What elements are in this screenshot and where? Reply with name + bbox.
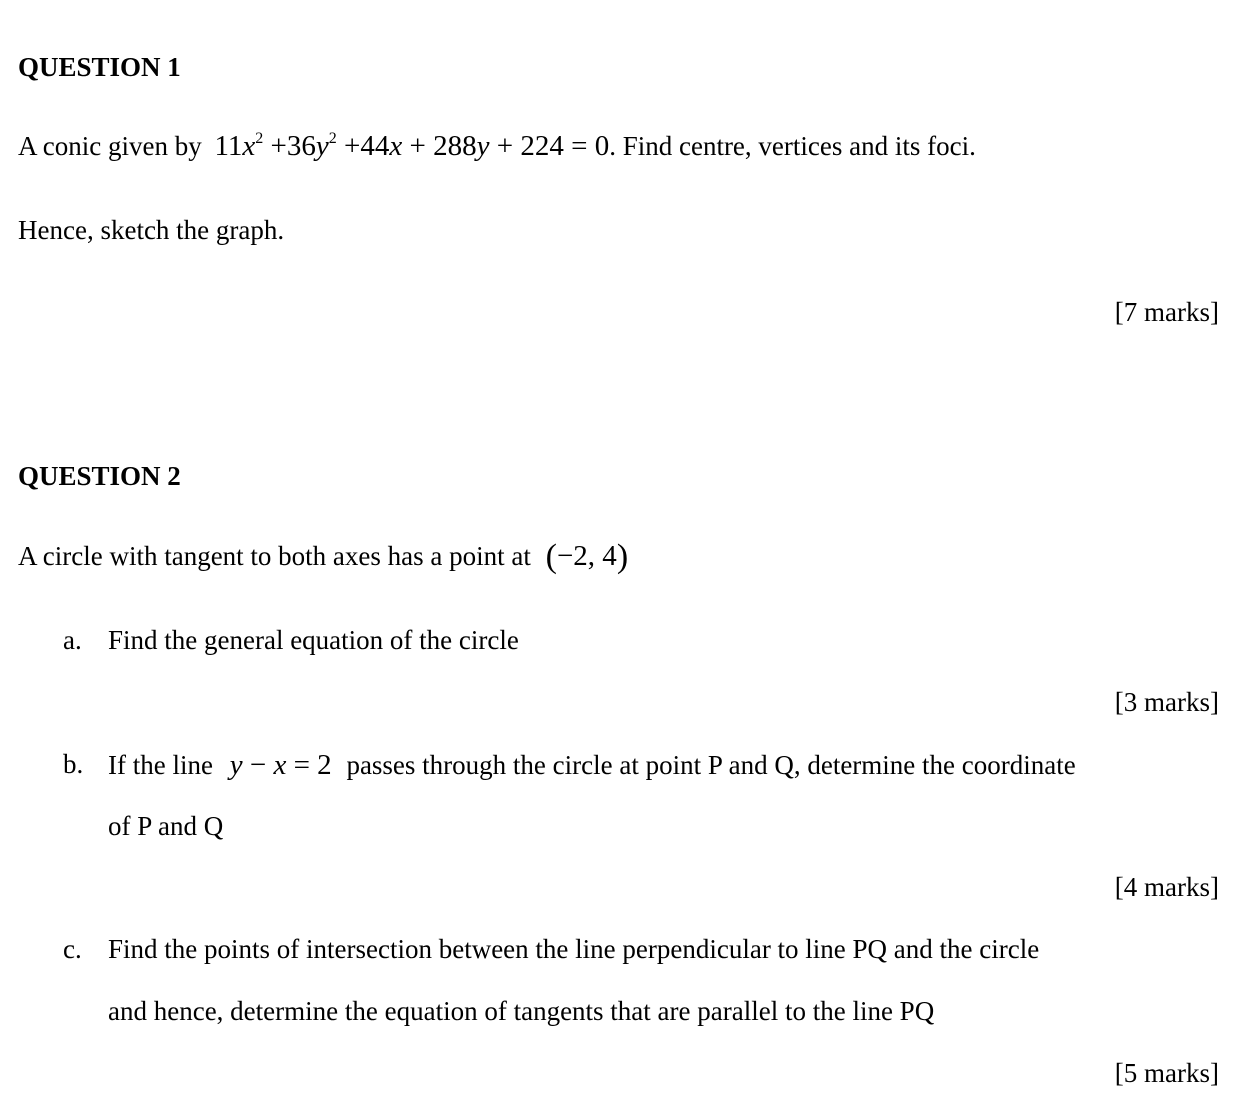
part-c-text-line2: and hence, determine the equation of tangents that are parallel to the line PQ (108, 996, 935, 1026)
part-b-text-line2: of P and Q (108, 811, 224, 841)
question-1-heading: QUESTION 1 (18, 52, 181, 82)
question-1-sketch-instruction: Hence, sketch the graph. (18, 215, 285, 245)
part-b-label: b. (63, 749, 84, 779)
part-c-marks: [5 marks] (1114, 1058, 1219, 1088)
part-b-text: If the line y − x = 2 passes through the circle at point P and Q, determine the coordinate (108, 749, 1076, 781)
question-1-marks: [7 marks] (1114, 297, 1219, 327)
line-equation: y − x = 2 (229, 749, 332, 781)
question-2-heading: QUESTION 2 (18, 461, 181, 491)
part-c-label: c. (63, 934, 82, 964)
conic-equation: $11x^2 +36y^2 +44x + 288y + 224 = 0$ (214, 130, 610, 162)
question-1-statement (18, 132, 976, 161)
part-a-label: a. (63, 625, 82, 655)
question-2-statement (18, 540, 628, 574)
part-a-text: Find the general equation of the circle (108, 625, 519, 655)
given-point: (−2, 4) (545, 538, 629, 575)
part-a-marks: [3 marks] (1114, 687, 1219, 717)
part-b-marks: [4 marks] (1114, 872, 1219, 902)
question-1-intro: A conic given by (18, 131, 202, 161)
part-c-text: Find the points of intersection between the line perpendicular to line PQ and the circle (108, 934, 1040, 964)
question-1-instruction: . Find centre, vertices and its foci. (609, 131, 976, 161)
question-2-intro: A circle with tangent to both axes has a point at (18, 541, 531, 571)
